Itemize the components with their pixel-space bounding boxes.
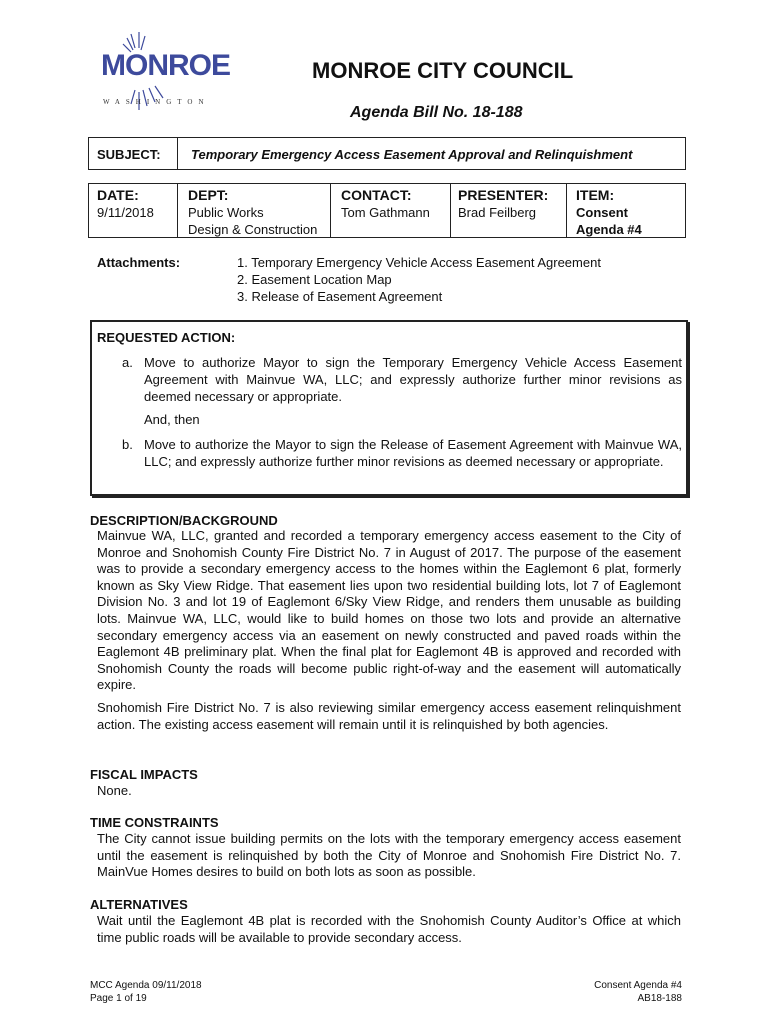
fiscal-text: None. bbox=[97, 783, 132, 798]
item-text: Move to authorize the Mayor to sign the Release of Easement Agreement with Mainvue WA, LLC; and expressly authorize further minor revisions as deemed necessary or appropriate. bbox=[144, 437, 682, 469]
agenda-bill-number: Agenda Bill No. 18-188 bbox=[350, 104, 523, 121]
footer-right bbox=[594, 979, 682, 1005]
dept-cell bbox=[188, 187, 317, 238]
item-cell bbox=[576, 187, 642, 238]
presenter-label: PRESENTER: bbox=[458, 187, 549, 203]
date-value: 9/11/2018 bbox=[97, 205, 154, 220]
subject-text: Temporary Emergency Access Easement Approval and Relinquishment bbox=[191, 147, 633, 162]
attachment-item: 1. Temporary Emergency Vehicle Access Easement Agreement bbox=[237, 255, 601, 270]
description-paragraph: Mainvue WA, LLC, granted and recorded a temporary emergency access easement to the City of Monroe and Snohomish County Fire District No. 7 in August of 2017. The purpose of the easement was to provide a secondary emergency access to the homes within the Eaglemont 6 plat, formerly known as Sky View Ridge. That easement lies upon two residential building lots, lot 7 of Eaglemont Division No. 3 and lot 19 of Eaglemont 6/Sky View Ridge, and renders them unusable as building lots. Mainvue WA, LLC, would like to build homes on those two lots and provide an alternative secondary emergency access via an easement on newly constructed and paved roads within the Eaglemont 4B preliminary plat. When the final plat for Eaglemont 4B is approved and recorded with Snohomish County the roads will become public right-of-way and the easement will automatically expire. bbox=[97, 528, 681, 693]
requested-action-title: REQUESTED ACTION: bbox=[97, 330, 236, 345]
attachment-item: 2. Easement Location Map bbox=[237, 272, 392, 287]
fiscal-heading: FISCAL IMPACTS bbox=[90, 767, 198, 782]
and-then-text: And, then bbox=[144, 412, 200, 427]
footer-agenda: MCC Agenda 09/11/2018 bbox=[90, 980, 202, 991]
dept-line2: Design & Construction bbox=[188, 222, 318, 237]
item-letter: a. bbox=[122, 355, 133, 370]
contact-label: CONTACT: bbox=[341, 187, 412, 203]
time-text: The City cannot issue building permits on the lots with the temporary emergency access easement until the easement is relinquished by both the City of Monroe and Snohomish Fire District No. 7. MainVue Homes desires to build on both lots as soon as possible. bbox=[97, 831, 681, 880]
alternatives-text: Wait until the Eaglemont 4B plat is recorded with the Snohomish County Auditor’s Office at which time public roads will be available to provide secondary access. bbox=[97, 913, 681, 945]
item-letter: b. bbox=[122, 437, 133, 452]
footer-consent: Consent Agenda #4 bbox=[594, 980, 682, 991]
monroe-logo bbox=[95, 28, 230, 118]
item-line2: Agenda #4 bbox=[576, 222, 642, 237]
contact-value: Tom Gathmann bbox=[341, 205, 430, 220]
contact-cell bbox=[341, 187, 430, 221]
requested-action-b bbox=[122, 436, 682, 470]
meta-divider bbox=[450, 183, 451, 238]
dept-label: DEPT: bbox=[188, 187, 229, 203]
subject-label: SUBJECT: bbox=[97, 147, 161, 162]
meta-divider bbox=[330, 183, 331, 238]
item-line1: Consent bbox=[576, 205, 628, 220]
requested-action-a bbox=[122, 354, 682, 405]
description-heading: DESCRIPTION/BACKGROUND bbox=[90, 513, 278, 528]
alternatives-heading: ALTERNATIVES bbox=[90, 897, 188, 912]
presenter-cell bbox=[458, 187, 548, 221]
attachment-item: 3. Release of Easement Agreement bbox=[237, 289, 443, 304]
time-heading: TIME CONSTRAINTS bbox=[90, 815, 219, 830]
meta-divider bbox=[566, 183, 567, 238]
attachments-label: Attachments: bbox=[97, 255, 181, 270]
item-text: Move to authorize Mayor to sign the Temporary Emergency Vehicle Access Easement Agreement with Mainvue WA, LLC; and expressly authorize further minor revisions as deemed necessary or appropriate. bbox=[144, 355, 682, 404]
footer-left bbox=[90, 979, 202, 1005]
item-label: ITEM: bbox=[576, 187, 615, 203]
page-number: Page 1 of 19 bbox=[90, 993, 147, 1004]
logo-subtitle: WASHINGTON bbox=[103, 98, 210, 106]
date-cell bbox=[97, 187, 154, 221]
subject-divider bbox=[177, 137, 178, 170]
date-label: DATE: bbox=[97, 187, 139, 203]
presenter-value: Brad Feilberg bbox=[458, 205, 537, 220]
attachments-list bbox=[237, 254, 601, 305]
page-title: MONROE CITY COUNCIL bbox=[312, 58, 574, 83]
description-paragraph: Snohomish Fire District No. 7 is also reviewing similar emergency access easement relinquishment action. The existing access easement will remain until it is relinquished by both agencies. bbox=[97, 700, 681, 732]
dept-line1: Public Works bbox=[188, 205, 264, 220]
meta-divider bbox=[177, 183, 178, 238]
footer-bill: AB18-188 bbox=[637, 993, 682, 1004]
logo-wordmark: MONROE bbox=[101, 49, 230, 82]
